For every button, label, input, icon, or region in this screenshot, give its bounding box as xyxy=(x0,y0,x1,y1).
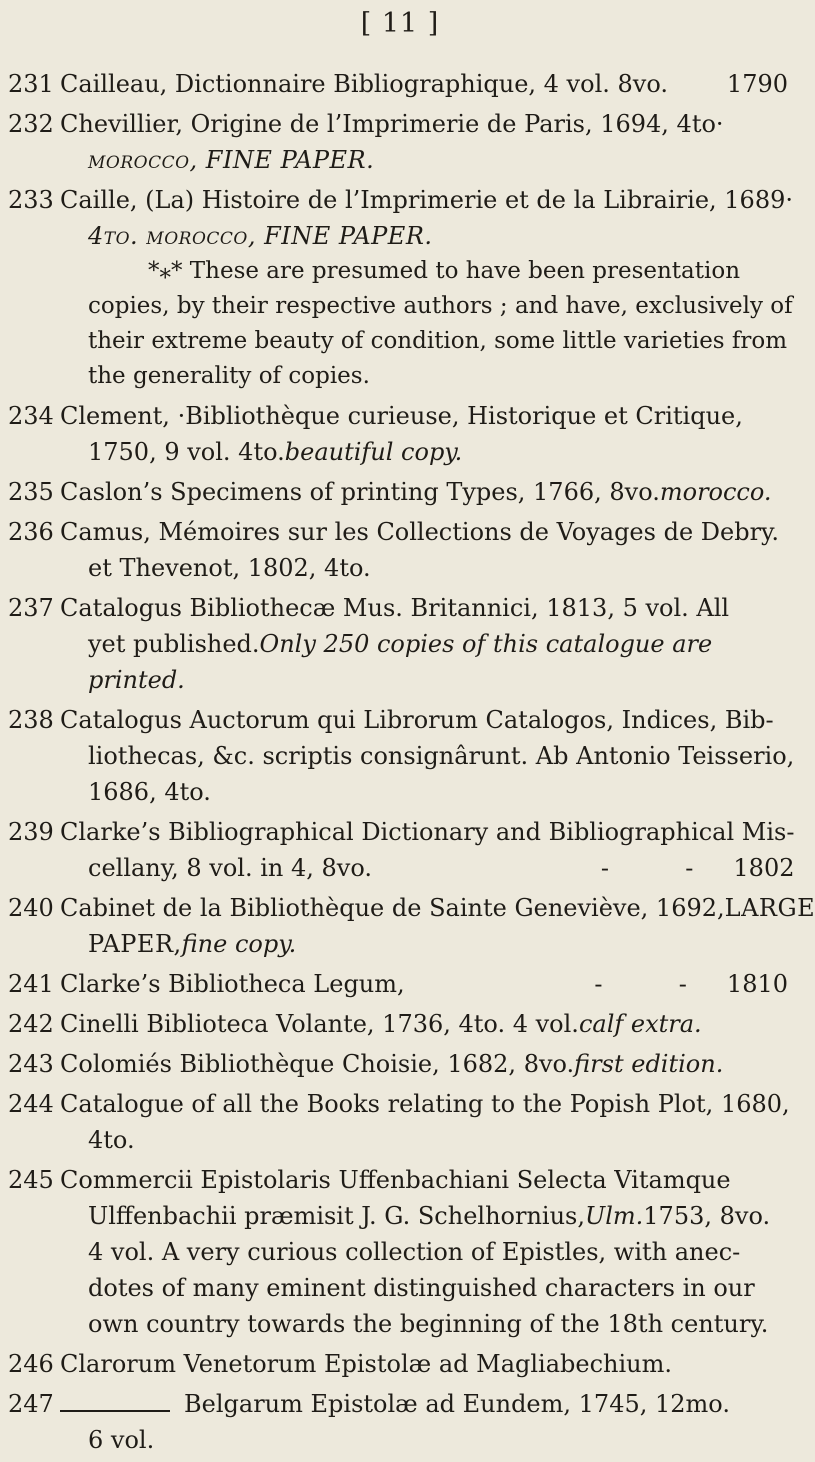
entry-237 xyxy=(8,590,788,698)
entry-245 xyxy=(8,1162,788,1342)
entry-number: 241 xyxy=(8,970,54,998)
entry-text: Cinelli Biblioteca Volante, 1736, 4to. 4 vol. xyxy=(60,1010,579,1038)
entry-details: 1750, 9 vol. 4to. xyxy=(88,438,285,466)
ditto-rule xyxy=(60,1410,170,1412)
entry-231 xyxy=(8,66,788,102)
entry-246 xyxy=(8,1346,788,1382)
catalogue-entries xyxy=(8,66,815,1462)
entry-text: Clement, ·Bibliothèque curieuse, Historique et Critique, xyxy=(60,402,743,430)
entry-text: Catalogue of all the Books relating to the Popish Plot, 1680, xyxy=(60,1090,790,1118)
entry-details: et Thevenot, 1802, 4to. xyxy=(88,554,371,582)
entry-year: 1802 xyxy=(733,854,795,882)
entry-details: 4to. xyxy=(88,1126,135,1154)
entry-244 xyxy=(8,1086,788,1158)
entry-dashes: - - xyxy=(600,854,694,882)
entry-text: Chevillier, Origine de l’Imprimerie de Paris, 1694, 4to· xyxy=(60,110,724,138)
entry-details: 1753, 8vo. xyxy=(643,1202,771,1230)
entry-details: 1686, 4to. xyxy=(88,778,211,806)
entry-description-2: dotes of many eminent distinguished characters in our xyxy=(88,1274,755,1302)
entry-text-cont: Ulffenbachii præmisit J. G. Schelhornius, xyxy=(88,1202,585,1230)
entry-description-1: 4 vol. A very curious collection of Epistles, with anec- xyxy=(88,1238,741,1266)
entry-text-cont: liothecas, &c. scriptis consignârunt. Ab Antonio Teisserio, xyxy=(88,742,795,770)
entry-binding: morocco. xyxy=(659,478,772,506)
entry-number: 233 xyxy=(8,186,54,214)
entry-text: Belgarum Epistolæ ad Eundem, 1745, 12mo. xyxy=(184,1390,730,1418)
entry-year: 1810 xyxy=(726,970,788,998)
entry-details: cellany, 8 vol. in 4, 8vo. xyxy=(88,854,373,882)
entry-number: 246 xyxy=(8,1350,54,1378)
entry-text: Clarorum Venetorum Epistolæ ad Magliabechium. xyxy=(60,1350,673,1378)
entry-place: Ulm. xyxy=(584,1202,644,1230)
entry-235 xyxy=(8,474,788,510)
entry-details: 6 vol. xyxy=(88,1426,155,1454)
entry-note: *⁎* These are presumed to have been presentation copies, by their respective authors ; and have, exclusively of their extreme beauty of condition, some little varieties from the generality of copies. xyxy=(88,258,793,389)
entry-description-3: own country towards the beginning of the 18th century. xyxy=(88,1310,769,1338)
entry-year: 1790 xyxy=(726,70,788,98)
entry-dashes: - - xyxy=(594,970,687,998)
entry-number: 238 xyxy=(8,706,54,734)
entry-number: 235 xyxy=(8,478,54,506)
entry-number: 237 xyxy=(8,594,54,622)
entry-241 xyxy=(8,966,788,1002)
entry-text: Commercii Epistolaris Uffenbachiani Selecta Vitamque xyxy=(60,1166,731,1194)
entry-binding: morocco, FINE PAPER. xyxy=(88,146,375,174)
entry-number: 240 xyxy=(8,894,54,922)
entry-number: 234 xyxy=(8,402,54,430)
entry-condition: beautiful copy. xyxy=(284,438,463,466)
entry-240 xyxy=(8,890,815,962)
entry-number: 231 xyxy=(8,70,54,98)
entry-236 xyxy=(8,514,788,586)
entry-239 xyxy=(8,814,795,886)
entry-text: Caslon’s Specimens of printing Types, 1766, 8vo. xyxy=(60,478,660,506)
entry-text: Catalogus Auctorum qui Librorum Catalogos, Indices, Bib- xyxy=(60,706,774,734)
entry-number: 242 xyxy=(8,1010,54,1038)
entry-text: Cailleau, Dictionnaire Bibliographique, 4 vol. 8vo. xyxy=(60,70,668,98)
entry-text: Colomiés Bibliothèque Choisie, 1682, 8vo. xyxy=(60,1050,575,1078)
entry-text: Clarke’s Bibliotheca Legum, xyxy=(60,970,405,998)
entry-number: 239 xyxy=(8,818,54,846)
entry-remark-end: printed. xyxy=(88,666,185,694)
entry-text: Camus, Mémoires sur les Collections de Voyages de Debry. xyxy=(60,518,780,546)
entry-number: 236 xyxy=(8,518,54,546)
entry-condition: fine copy. xyxy=(181,930,297,958)
entry-247 xyxy=(8,1386,788,1458)
entry-binding: calf extra. xyxy=(578,1010,702,1038)
entry-text: Catalogus Bibliothecæ Mus. Britannici, 1813, 5 vol. All xyxy=(60,594,730,622)
entry-242 xyxy=(8,1006,788,1042)
entry-edition: first edition. xyxy=(574,1050,724,1078)
entry-number: 232 xyxy=(8,110,54,138)
entry-remark: Only 250 copies of this catalogue are xyxy=(259,630,713,658)
entry-233 xyxy=(8,182,793,394)
entry-238 xyxy=(8,702,795,810)
entry-number: 243 xyxy=(8,1050,54,1078)
entry-text: Clarke’s Bibliographical Dictionary and Bibliographical Mis- xyxy=(60,818,795,846)
entry-text: Cabinet de la Bibliothèque de Sainte Geneviève, 1692, xyxy=(60,894,725,922)
page-number: [ 11 ] xyxy=(360,8,440,39)
entry-paper: LARGE xyxy=(724,894,815,922)
entry-details: yet published. xyxy=(88,630,260,658)
entry-paper-cont: PAPER, xyxy=(88,930,182,958)
entry-number: 247 xyxy=(8,1390,54,1418)
entry-243 xyxy=(8,1046,788,1082)
entry-234 xyxy=(8,398,788,470)
entry-232 xyxy=(8,106,788,178)
entry-number: 244 xyxy=(8,1090,54,1118)
entry-text: Caille, (La) Histoire de l’Imprimerie et de la Librairie, 1689· xyxy=(60,186,793,214)
entry-number: 245 xyxy=(8,1166,54,1194)
entry-binding: 4to. morocco, FINE PAPER. xyxy=(88,222,433,250)
